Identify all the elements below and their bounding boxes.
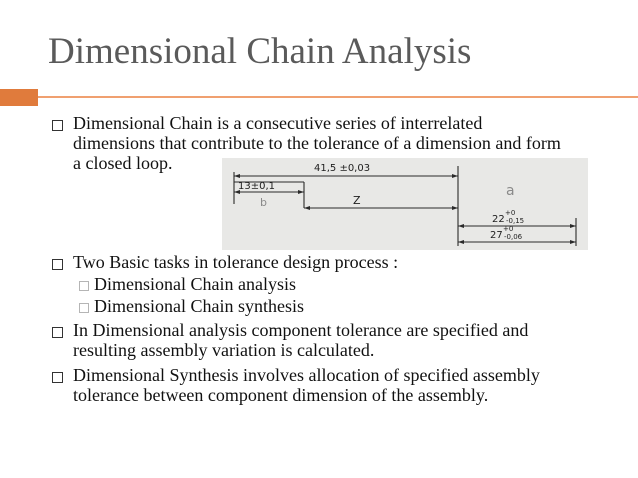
- dim-13-label: 13±0,1: [238, 181, 276, 192]
- sub-bullet-analysis: Dimensional Chain analysis: [94, 274, 296, 294]
- dim-27-upper-tol: +0: [503, 225, 514, 233]
- bullet-line: dimensions that contribute to the tolerance of a dimension and form: [73, 133, 561, 153]
- slide-title: Dimensional Chain Analysis: [48, 31, 472, 72]
- bullet-marker: [52, 120, 63, 131]
- bullet-item-synthesis: [73, 365, 540, 405]
- sub-bullet-synthesis: Dimensional Chain synthesis: [94, 296, 304, 316]
- dim-27-lower-tol: -0,06: [504, 233, 523, 241]
- dim-27-label: 27: [490, 230, 503, 241]
- dim-total-label: 41,5 ±0,03: [314, 163, 371, 174]
- bullet-line: In Dimensional analysis component tolerance are specified and: [73, 320, 529, 340]
- figure-background: [222, 158, 588, 250]
- bullet-line: tolerance between component dimension of the assembly.: [73, 385, 489, 405]
- bullet-marker: [52, 327, 63, 338]
- label-b: b: [260, 196, 267, 209]
- bullet-item-analysis: [73, 320, 528, 360]
- bullet-line: a closed loop.: [73, 153, 173, 173]
- bullet-marker: [52, 372, 63, 383]
- bullet-item-basic-tasks: [73, 252, 398, 272]
- bullet-line: Two Basic tasks in tolerance design process :: [73, 252, 399, 272]
- dim-22-label: 22: [492, 214, 505, 225]
- label-a: a: [506, 183, 515, 199]
- dim-22-lower-tol: -0,15: [506, 217, 525, 225]
- bullet-line: Dimensional Synthesis involves allocation of specified assembly: [73, 365, 540, 385]
- dimensional-chain-figure: [222, 158, 588, 250]
- sub-bullet-marker: [79, 303, 89, 313]
- dim-22-upper-tol: +0: [505, 209, 516, 217]
- bullet-line: resulting assembly variation is calculated.: [73, 340, 375, 360]
- bullet-marker: [52, 259, 63, 270]
- label-z: Z: [353, 194, 361, 207]
- bullet-line: Dimensional Chain is a consecutive series of interrelated: [73, 113, 483, 133]
- sub-bullet-marker: [79, 281, 89, 291]
